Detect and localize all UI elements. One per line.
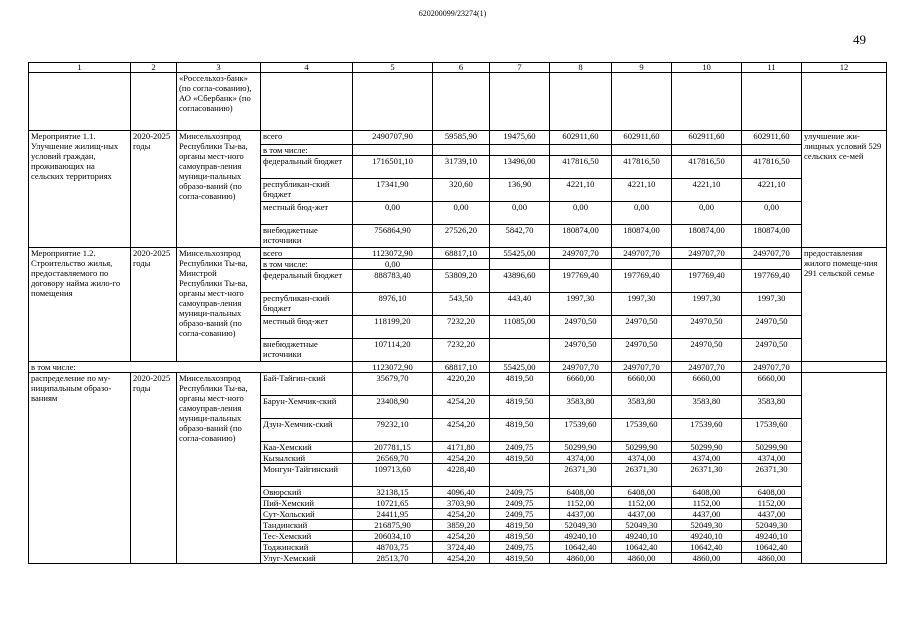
value-cell: 249707,70	[742, 248, 802, 259]
table-row	[29, 373, 887, 396]
value-cell: 24411,95	[353, 509, 433, 520]
value-cell: 26371,30	[672, 464, 742, 487]
value-cell: 55425,00	[490, 362, 550, 373]
value-cell: 50299,90	[612, 442, 672, 453]
value-cell: 320,60	[433, 179, 490, 202]
value-cell	[490, 464, 550, 487]
funding-source: республикан-ский бюджет	[261, 293, 353, 316]
value-cell: 24970,50	[672, 339, 742, 362]
value-cell: 6660,00	[742, 373, 802, 396]
value-cell: 52049,30	[612, 520, 672, 531]
column-number: 1	[29, 63, 131, 73]
column-number-row	[29, 63, 887, 73]
value-cell: 52049,30	[550, 520, 612, 531]
value-cell: 3583,80	[612, 396, 672, 419]
value-cell: 4221,10	[742, 179, 802, 202]
value-cell: 7232,20	[433, 339, 490, 362]
value-cell: 180874,00	[742, 225, 802, 248]
value-cell: 3703,90	[433, 498, 490, 509]
value-cell: 28513,70	[353, 553, 433, 564]
distribution-period: 2020-2025 годы	[131, 373, 177, 564]
value-cell: 0,00	[742, 202, 802, 225]
value-cell: 26371,30	[550, 464, 612, 487]
value-cell: 17539,60	[742, 419, 802, 442]
value-cell: 888783,40	[353, 270, 433, 293]
value-cell: 49240,10	[742, 531, 802, 542]
value-cell: 4819,50	[490, 531, 550, 542]
value-cell: 5842,70	[490, 225, 550, 248]
funding-source: всего	[261, 248, 353, 259]
value-cell: 417816,50	[672, 156, 742, 179]
value-cell: 180874,00	[550, 225, 612, 248]
value-cell: 2409,75	[490, 487, 550, 498]
value-cell: 602911,60	[672, 131, 742, 145]
measure-period: 2020-2025 годы	[131, 131, 177, 248]
value-cell	[550, 259, 612, 270]
value-cell: 6660,00	[672, 373, 742, 396]
value-cell: 1997,30	[672, 293, 742, 316]
funding-source: в том числе:	[261, 259, 353, 270]
funding-source: всего	[261, 131, 353, 145]
value-cell	[742, 145, 802, 156]
value-cell: 180874,00	[672, 225, 742, 248]
value-cell: 55425,00	[490, 248, 550, 259]
value-cell: 4254,20	[433, 396, 490, 419]
executor-cell: «Россельхоз-банк» (по согла-сованию), АО «Сбербанк» (по согласованию)	[177, 73, 261, 131]
value-cell: 10642,40	[550, 542, 612, 553]
value-cell	[490, 145, 550, 156]
value-cell: 11085,00	[490, 316, 550, 339]
value-cell	[550, 145, 612, 156]
municipality: Барун-Хемчик-ский	[261, 396, 353, 419]
period-cell	[131, 73, 177, 131]
value-cell: 31739,10	[433, 156, 490, 179]
value-cell: 2409,75	[490, 542, 550, 553]
value-cell: 3583,80	[550, 396, 612, 419]
value-cell: 602911,60	[742, 131, 802, 145]
value-cell: 24970,50	[672, 316, 742, 339]
value-cell	[612, 259, 672, 270]
value-cell: 4860,00	[612, 553, 672, 564]
column-number: 6	[433, 63, 490, 73]
funding-source: федеральный бюджет	[261, 270, 353, 293]
value-cell: 4374,00	[742, 453, 802, 464]
empty-cell	[742, 73, 802, 131]
value-cell: 249707,70	[612, 248, 672, 259]
value-cell: 1123072,90	[353, 248, 433, 259]
value-cell: 19475,60	[490, 131, 550, 145]
empty-cell	[550, 73, 612, 131]
page-number: 49	[853, 32, 866, 47]
measure-executor: Минсельхозпрод Республики Ты-ва, органы мест-ного самоуправ-ления муници-пальных образо-ваний (по согла-сованию)	[177, 131, 261, 248]
value-cell: 4254,20	[433, 419, 490, 442]
value-cell: 4221,10	[672, 179, 742, 202]
value-cell: 602911,60	[550, 131, 612, 145]
municipality: Каа-Хемский	[261, 442, 353, 453]
value-cell: 24970,50	[742, 316, 802, 339]
column-number: 11	[742, 63, 802, 73]
funding-source: республикан-ский бюджет	[261, 179, 353, 202]
value-cell: 10721,65	[353, 498, 433, 509]
value-cell: 4254,20	[433, 453, 490, 464]
column-number: 3	[177, 63, 261, 73]
value-cell: 0,00	[672, 202, 742, 225]
measure-name: Мероприятие 1.2. Строительство жилья, предоставляемого по договору найма жило-го помещения	[29, 248, 131, 362]
column-number: 8	[550, 63, 612, 73]
subtotal-label: в том числе:	[29, 362, 353, 373]
value-cell: 197769,40	[612, 270, 672, 293]
table-body	[29, 63, 887, 564]
value-cell: 43896,60	[490, 270, 550, 293]
column-number: 7	[490, 63, 550, 73]
value-cell: 4860,00	[672, 553, 742, 564]
value-cell: 4254,20	[433, 509, 490, 520]
empty-cell	[353, 73, 433, 131]
value-cell	[742, 259, 802, 270]
value-cell: 4374,00	[550, 453, 612, 464]
value-cell	[433, 259, 490, 270]
value-cell: 206034,10	[353, 531, 433, 542]
value-cell: 6408,00	[550, 487, 612, 498]
value-cell: 2409,75	[490, 442, 550, 453]
value-cell: 543,50	[433, 293, 490, 316]
value-cell: 4254,20	[433, 553, 490, 564]
value-cell: 0,00	[490, 202, 550, 225]
value-cell: 4221,10	[550, 179, 612, 202]
value-cell: 4228,40	[433, 464, 490, 487]
value-cell: 4819,50	[490, 373, 550, 396]
value-cell: 443,40	[490, 293, 550, 316]
municipality: Сут-Хольский	[261, 509, 353, 520]
value-cell: 4819,50	[490, 520, 550, 531]
value-cell: 27526,20	[433, 225, 490, 248]
value-cell: 4254,20	[433, 531, 490, 542]
empty-cell	[433, 73, 490, 131]
column-number: 12	[802, 63, 887, 73]
table-row	[29, 248, 887, 259]
value-cell: 249707,70	[550, 248, 612, 259]
value-cell: 197769,40	[672, 270, 742, 293]
funding-source: в том числе:	[261, 145, 353, 156]
value-cell: 68817,10	[433, 248, 490, 259]
program-table	[28, 62, 887, 564]
measure-executor: Минсельхозпрод Республики Ты-ва, Минстрой Республики Ты-ва, органы мест-ного самоуправ-ления муници-пальных образо-ваний (по согла-сованию)	[177, 248, 261, 362]
column-number: 10	[672, 63, 742, 73]
column-number: 2	[131, 63, 177, 73]
value-cell: 1152,00	[612, 498, 672, 509]
value-cell: 4374,00	[672, 453, 742, 464]
municipality: Улуг-Хемский	[261, 553, 353, 564]
funding-source: федеральный бюджет	[261, 156, 353, 179]
value-cell: 4437,00	[550, 509, 612, 520]
value-cell: 107114,20	[353, 339, 433, 362]
value-cell	[490, 259, 550, 270]
municipality: Дзун-Хемчик-ский	[261, 419, 353, 442]
value-cell: 4096,40	[433, 487, 490, 498]
value-cell: 59585,90	[433, 131, 490, 145]
value-cell: 0,00	[612, 202, 672, 225]
funding-source: внебюджетные источники	[261, 339, 353, 362]
value-cell: 6660,00	[550, 373, 612, 396]
value-cell: 10642,40	[612, 542, 672, 553]
value-cell: 26371,30	[742, 464, 802, 487]
municipality: Тоджинский	[261, 542, 353, 553]
empty-cell	[802, 362, 887, 373]
continuation-row	[29, 73, 887, 131]
value-cell: 4374,00	[612, 453, 672, 464]
measure-name: Мероприятие 1.1. Улучшение жилищ-ных условий граждан, проживающих на сельских территориях	[29, 131, 131, 248]
measure-result: улучшение жи-лищных условий 529 сельских се-мей	[802, 131, 887, 248]
value-cell: 136,90	[490, 179, 550, 202]
municipality: Тандинский	[261, 520, 353, 531]
value-cell: 13496,00	[490, 156, 550, 179]
value-cell: 1152,00	[550, 498, 612, 509]
distribution-executor: Минсельхозпрод Республики Ты-ва, органы мест-ного самоуправ-ления муници-пальных образо-ваний (по согла-сованию)	[177, 373, 261, 564]
value-cell: 8976,10	[353, 293, 433, 316]
value-cell: 50299,90	[672, 442, 742, 453]
distribution-name: распределение по му-ниципальным образо-ваниям	[29, 373, 131, 564]
value-cell: 1123072,90	[353, 362, 433, 373]
value-cell: 249707,70	[672, 248, 742, 259]
value-cell	[672, 145, 742, 156]
value-cell: 50299,90	[742, 442, 802, 453]
municipality: Кызылский	[261, 453, 353, 464]
empty-cell	[802, 73, 887, 131]
value-cell: 23408,90	[353, 396, 433, 419]
value-cell: 3583,80	[672, 396, 742, 419]
value-cell: 24970,50	[742, 339, 802, 362]
value-cell: 4220,20	[433, 373, 490, 396]
value-cell: 3724,40	[433, 542, 490, 553]
value-cell: 49240,10	[550, 531, 612, 542]
value-cell: 4221,10	[612, 179, 672, 202]
value-cell: 52049,30	[742, 520, 802, 531]
municipality: Пий-Хемский	[261, 498, 353, 509]
value-cell: 4819,50	[490, 553, 550, 564]
value-cell: 6408,00	[672, 487, 742, 498]
subtotal-row	[29, 362, 887, 373]
value-cell: 4437,00	[742, 509, 802, 520]
value-cell: 118199,20	[353, 316, 433, 339]
document-id: 620200099/23274(1)	[418, 9, 487, 18]
value-cell: 6408,00	[612, 487, 672, 498]
value-cell: 756864,90	[353, 225, 433, 248]
value-cell: 249707,70	[612, 362, 672, 373]
value-cell: 26569,70	[353, 453, 433, 464]
value-cell: 2409,75	[490, 509, 550, 520]
value-cell: 1152,00	[672, 498, 742, 509]
municipality: Бай-Тайгин-ский	[261, 373, 353, 396]
value-cell: 197769,40	[550, 270, 612, 293]
column-number: 9	[612, 63, 672, 73]
value-cell: 49240,10	[612, 531, 672, 542]
value-cell: 109713,60	[353, 464, 433, 487]
value-cell: 4860,00	[742, 553, 802, 564]
value-cell: 10642,40	[742, 542, 802, 553]
value-cell: 216875,90	[353, 520, 433, 531]
column-number: 5	[353, 63, 433, 73]
value-cell: 17341,90	[353, 179, 433, 202]
value-cell: 249707,70	[672, 362, 742, 373]
value-cell: 17539,60	[672, 419, 742, 442]
value-cell: 602911,60	[612, 131, 672, 145]
column-number: 4	[261, 63, 353, 73]
empty-cell	[490, 73, 550, 131]
empty-cell	[261, 73, 353, 131]
table-row	[29, 131, 887, 145]
value-cell: 417816,50	[550, 156, 612, 179]
value-cell: 417816,50	[742, 156, 802, 179]
value-cell: 0,00	[353, 202, 433, 225]
value-cell: 197769,40	[742, 270, 802, 293]
value-cell: 24970,50	[612, 339, 672, 362]
value-cell	[433, 145, 490, 156]
value-cell: 2409,75	[490, 498, 550, 509]
value-cell: 1997,30	[550, 293, 612, 316]
municipality: Монгун-Тайгинский	[261, 464, 353, 487]
funding-source: внебюджетные источники	[261, 225, 353, 248]
value-cell: 180874,00	[612, 225, 672, 248]
empty-cell	[672, 73, 742, 131]
value-cell: 32138,15	[353, 487, 433, 498]
value-cell: 4819,50	[490, 453, 550, 464]
value-cell: 6408,00	[742, 487, 802, 498]
empty-cell	[802, 373, 887, 564]
value-cell: 417816,50	[612, 156, 672, 179]
empty-cell	[612, 73, 672, 131]
value-cell: 3859,20	[433, 520, 490, 531]
value-cell: 4171,80	[433, 442, 490, 453]
value-cell: 49240,10	[672, 531, 742, 542]
value-cell: 0,00	[550, 202, 612, 225]
value-cell	[490, 339, 550, 362]
value-cell: 1997,30	[612, 293, 672, 316]
value-cell: 1716501,10	[353, 156, 433, 179]
measure-period: 2020-2025 годы	[131, 248, 177, 362]
value-cell: 24970,50	[550, 316, 612, 339]
value-cell: 4819,50	[490, 419, 550, 442]
value-cell: 17539,60	[550, 419, 612, 442]
value-cell: 24970,50	[550, 339, 612, 362]
value-cell: 0,00	[433, 202, 490, 225]
value-cell	[353, 145, 433, 156]
value-cell: 249707,70	[742, 362, 802, 373]
municipality: Овюрский	[261, 487, 353, 498]
value-cell: 1152,00	[742, 498, 802, 509]
value-cell: 1997,30	[742, 293, 802, 316]
value-cell: 207781,15	[353, 442, 433, 453]
value-cell: 7232,20	[433, 316, 490, 339]
value-cell: 26371,30	[612, 464, 672, 487]
municipality: Тес-Хемский	[261, 531, 353, 542]
value-cell: 3583,80	[742, 396, 802, 419]
measure-cell	[29, 73, 131, 131]
value-cell: 4437,00	[672, 509, 742, 520]
measure-result: предоставления жилого помеще-ния 291 сельской семье	[802, 248, 887, 362]
value-cell: 52049,30	[672, 520, 742, 531]
value-cell: 48703,75	[353, 542, 433, 553]
value-cell	[672, 259, 742, 270]
value-cell: 6660,00	[612, 373, 672, 396]
value-cell: 4819,50	[490, 396, 550, 419]
value-cell: 17539,60	[612, 419, 672, 442]
value-cell: 79232,10	[353, 419, 433, 442]
value-cell: 50299,90	[550, 442, 612, 453]
value-cell: 249707,70	[550, 362, 612, 373]
value-cell: 35679,70	[353, 373, 433, 396]
value-cell: 24970,50	[612, 316, 672, 339]
funding-source: местный бюд-жет	[261, 202, 353, 225]
value-cell: 2490707,90	[353, 131, 433, 145]
value-cell: 4860,00	[550, 553, 612, 564]
value-cell: 68817,10	[433, 362, 490, 373]
value-cell	[612, 145, 672, 156]
value-cell: 10642,40	[672, 542, 742, 553]
value-cell: 4437,00	[612, 509, 672, 520]
value-cell: 0,00	[353, 259, 433, 270]
funding-source: местный бюд-жет	[261, 316, 353, 339]
value-cell: 53809,20	[433, 270, 490, 293]
